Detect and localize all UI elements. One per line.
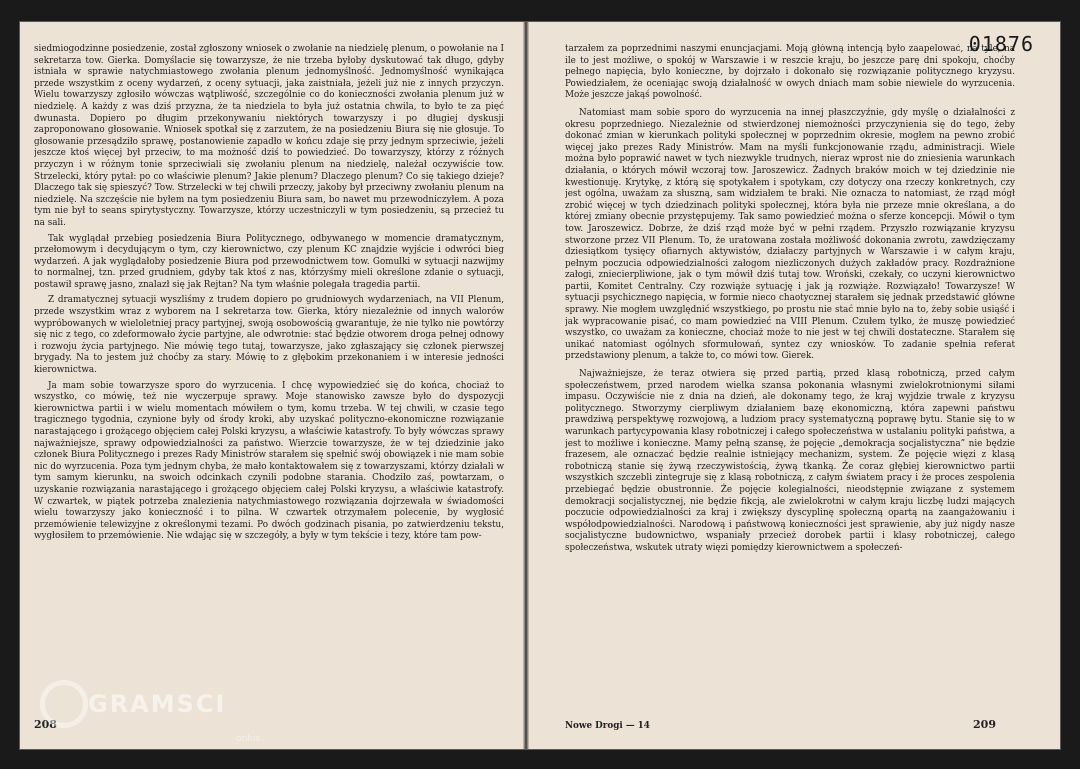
left-page-number: 208 (34, 718, 57, 731)
watermark-sub: onlus (236, 734, 261, 744)
watermark-logo-icon (40, 680, 88, 728)
book-gutter (523, 22, 529, 749)
running-footer: Nowe Drogi — 14 (565, 721, 650, 731)
book-spread (20, 22, 1060, 749)
left-paragraph: Ja mam sobie towarzysze sporo do wyrzucenia. I chcę wypowiedzieć się do końca, chociaż to wszystko, co mówię, też nie wyczerpuje sprawy. Moje stanowisko zawsze było do dyspozycji kierownictwa partii i w wielu momentach mówiłem o tym, komu trzeba. W tej chwili, w czasie tego tragicznego tygodnia, czynione były od środy kroki, aby uzyskać polityczno-ekonomiczne rozwiązanie narastającego i grożącego objęciem całej Polski kryzysu, a właściwie katastrofy. To były wówczas sprawy najważniejsze, sprawy odpowiedzialności za państwo. Wierzcie towarzysze, że w tej dziedzinie jako członek Biura Politycznego i prezes Rady Ministrów starałem się spełnić swój obowiązek i nie mam sobie nic do wyrzucenia. Poza tym jednym chyba, że mało kontaktowałem się z towarzyszami, którzy działali w tym samym kierunku, na swoich odcinkach czynili podobne starania. Chodziło zaś, powtarzam, o uzyskanie rozwiązania narastającego i grożącego objęciem całej Polski kryzysu, a właściwie katastrofy. W czwartek, w piątek potrzeba znalezienia natychmiastowego rozwiązania dojrzewała w świadomości wielu towarzyszy jako konieczność i to pilna. W czwartek otrzymałem polecenie, by wygłosić przemówienie telewizyjne z określonymi tezami. Po dwóch godzinach pisania, po zatwierdzeniu tekstu, wygłosiłem to przemówienie. Nie wdając się w szczegóły, a były w tym tekście i tezy, które tam pow- (34, 380, 504, 542)
right-paragraph: Najważniejsze, że teraz otwiera się przed partią, przed klasą robotniczą, przed całym społeczeństwem, przed narodem wielka szansa pokonania własnymi zwielokrotnionymi siłami impasu. Oczywiście nie z dnia na dzień, ale dokonamy tego, że kraj wyjdzie trwale z kryzysu politycznego. Stworzymy cierpliwym działaniem bazę ekonomiczną, która zapewni państwu prawdziwą perspektywę rozwojową, a ludziom pracy systematyczną poprawę bytu. Stanie się to w warunkach partycypowania klasy robotniczej i całego społeczeństwa w ustalaniu polityki państwa, a jest to możliwe i konieczne. Mamy pełną szansę, że pojęcie „demokracja socjalistyczna” nie będzie frazesem, ale oznaczać będzie realnie istniejący mechanizm, system. Że pojęcie więzi z klasą robotniczą stanie się żywą rzeczywistością, żywą tkanką. Że coraz głębiej kierownictwo partii wszystkich szczebli zintegruje się z klasą robotniczą, z całym światem pracy i że proces zespolenia przebiegać będzie obustronnie. Że pojęcie kolegialności, nieodstępnie związane z systemem demokracji socjalistycznej, nie będzie fikcją, ale zwielokrotni w całym kraju liczbę ludzi mających poczucie odpowiedzialności za kraj i zwiększy dyscyplinę społeczną opartą na zaangażowaniu i współodpowiedzialności. Narodową i państwową konieczności jest sprawienie, aby już nigdy nasze socjalistyczne budownictwo, wspaniały przecież dorobek partii i klasy robotniczej, całego społeczeństwa, wskutek utraty więzi pomiędzy kierownictwem a społeczeń- (565, 369, 1015, 553)
left-paragraph: siedmiogodzinne posiedzenie, został zgłoszony wniosek o zwołanie na niedzielę plenum, o powołanie na I sekretarza tow. Gierka. Domyślacie się towarzysze, że nie trzeba byłoby dyskutować tak długo, gdyby istniała w sprawie natychmiastowego zwołania plenum jednomyślność. Jednomyślność wynikająca przede wszystkim z oceny wydarzeń, z oceny sytuacji, jaka zaistniała, jeżeli już nie z innych przyczyn. Wielu towarzyszy zgłosiło wówczas wątpliwość, szczególnie co do konieczności zwołania plenum już w niedzielę. A każdy z was dziś przyzna, że ta niedziela to była już ostatnia chwila, to było te za pięć dwunasta. Dopiero po długim przekonywaniu niektórych towarzyszy i po długiej dyskusji zaproponowano głosowanie. Wniosek spotkał się z zarzutem, że na posiedzeniu Biura się nie głosuje. To głosowanie przesądziło sprawę, postanowienie zapadło w końcu zdaje się przy jednym sprzeciwie, jeżeli jeszcze ktoś więcej był przeciw, to ma możność dziś to powiedzieć. Do towarzyszy, którzy z różnych przyczyn i w różnym tonie sprzeciwiali się zwołaniu plenum na niedzielę, należał oczywiście tow. Strzelecki, który pytał: po co właściwie plenum? Jakie plenum? Dlaczego plenum? Co się takiego dzieje? Dlaczego tak się spieszyć? Tow. Strzelecki w tej chwili przeczy, jakoby był przeciwny zwołaniu plenum na niedzielę. Na szczęście nie byłem na tym posiedzeniu Biura sam, bo nawet mu przewodniczyłem. A poza tym nie był to seans spirytystyczny. Towarzysze, którzy uczestniczyli w tym posiedzeniu, są przecież tu na sali. (34, 44, 504, 228)
watermark-brand: GRAMSCI (88, 690, 227, 718)
right-page-number: 209 (973, 718, 996, 731)
left-paragraph: Tak wyglądał przebieg posiedzenia Biura Politycznego, odbywanego w momencie dramatycznym, przełomowym i decydującym o tym, czy kierownictwo, czy plenum KC znajdzie wyjście i odwróci bieg wydarzeń. A jak wyglądałoby posiedzenie Biura pod przewodnictwem tow. Gomulki w sytuacji nazwijmy to normalnej, tzn. przed grudniem, gdyby tak ktoś z nas, którzyśmy mieli określone zdanie o sytuacji, postawił sprawę jasno, znalazł się jak Rejtan? Na tym właśnie polegała tragedia partii. (34, 233, 504, 290)
right-page-text (565, 44, 1015, 734)
right-paragraph: Natomiast mam sobie sporo do wyrzucenia na innej płaszczyźnie, gdy myślę o działalności z okresu poprzedniego. Niezależnie od stwierdzonej niemożności przyczynienia się do tego, żeby dokonać zmian w kierunkach polityki społecznej w poprzednim okresie, mogłem na pewno zrobić więcej jako prezes Rady Ministrów. Mam na myśli funkcjonowanie rządu, administracji. Wiele można było poprawić nawet w tych niezwykle trudnych, nieraz wprost nie do zniesienia warunkach działania, o których mówił wczoraj tow. Jaroszewicz. Żadnych braków moich w tej dziedzinie nie kwestionuję. Krytykę, z którą się spotykałem i spotykam, czy dotyczy ona rzeczy konkretnych, czy jest ogólna, uważam za słuszną, sam widziałem te braki. Nie oznacza to natomiast, że rząd mógł zrobić więcej w tych dziedzinach polityki społecznej, która była nie przeze mnie określana, a do której zmiany obecnie przystępujemy. Tak samo powiedzieć można o sferze koncepcji. Mówił o tym tow. Jaroszewicz. Dobrze, że dziś rząd może być w pełni rządem. Przyszło rozwiązanie kryzysu stworzone przez VII Plenum. To, że uratowana została możliwość dokonania zwrotu, zawdzięczamy dziesiątkom tysięcy ofiarnych aktywistów, działaczy partyjnych w Warszawie i w całym kraju, pełnym poczucia odpowiedzialności załogom niezliczonych dużych zakładów pracy. Rozdrażnione załogi, zniecierpliwione, jak o tym mówił dziś tutaj tow. Wroński, czekały, co uczyni kierownictwo partii, Komitet Centralny. Czy rozwiąże sytuację i jak ją rozwiąże. Rozwiązało! Towarzysze! W sytuacji psychicznego napięcia, w formie nieco chaotycznej starałem się jednak przedstawić główne sprawy. Nie mogłem uwzględnić wszystkiego, po prostu nie stać mnie było na to, żeby sobie usiąść i jak wypracowanie pisać, co mam powiedzieć na VIII Plenum. Czułem tylko, że muszę powiedzieć wszystko, co uważam za konieczne, chociaż może to nie jest w tej chwili dostateczne. Starałem się unikać natomiast ogólnych sformułowań, syntez czy wniosków. To zadanie spełnia referat przedstawiony plenum, a także to, co mówi tow. Gierek. (565, 107, 1015, 362)
left-paragraph: Z dramatycznej sytuacji wyszliśmy z trudem dopiero po grudniowych wydarzeniach, na VII Plenum, przede wszystkim wraz z wyborem na I sekretarza tow. Gierka, który niezależnie od innych walorów wypróbowanych w wieloletniej pracy partyjnej, swoją osobowością gwarantuje, że nie tylko nie powtórzy się nic z tego, co zdeformowało życie partyjne, ale odwrotnie: stać będzie otworem droga pełnej odnowy i rozwoju życia partyjnego. Nie mówię tego tutaj, towarzysze, jako zgłaszający się członek pierwszej brygady. Na to jestem już choćby za stary. Mówię to z głębokim przekonaniem i w interesie jedności kierownictwa. (34, 295, 504, 376)
document-number: 01876 (968, 32, 1034, 56)
right-paragraph: tarzałem za poprzednimi naszymi enuncjacjami. Moją główną intencją było zaapelować, na tyle, na ile to jest możliwe, o spokój w Warszawie i w reszcie kraju, bo jeszcze parę dni spokoju, choćby pełnego napięcia, było konieczne, by dojrzało i dokonało się rozwiązanie politycznego kryzysu. Powiedziałem, że oceniając swoją działalność w owych dniach mam sobie niewiele do wyrzucenia. Może jeszcze jakąś powolność. (565, 44, 1015, 101)
left-page-text (34, 44, 504, 734)
